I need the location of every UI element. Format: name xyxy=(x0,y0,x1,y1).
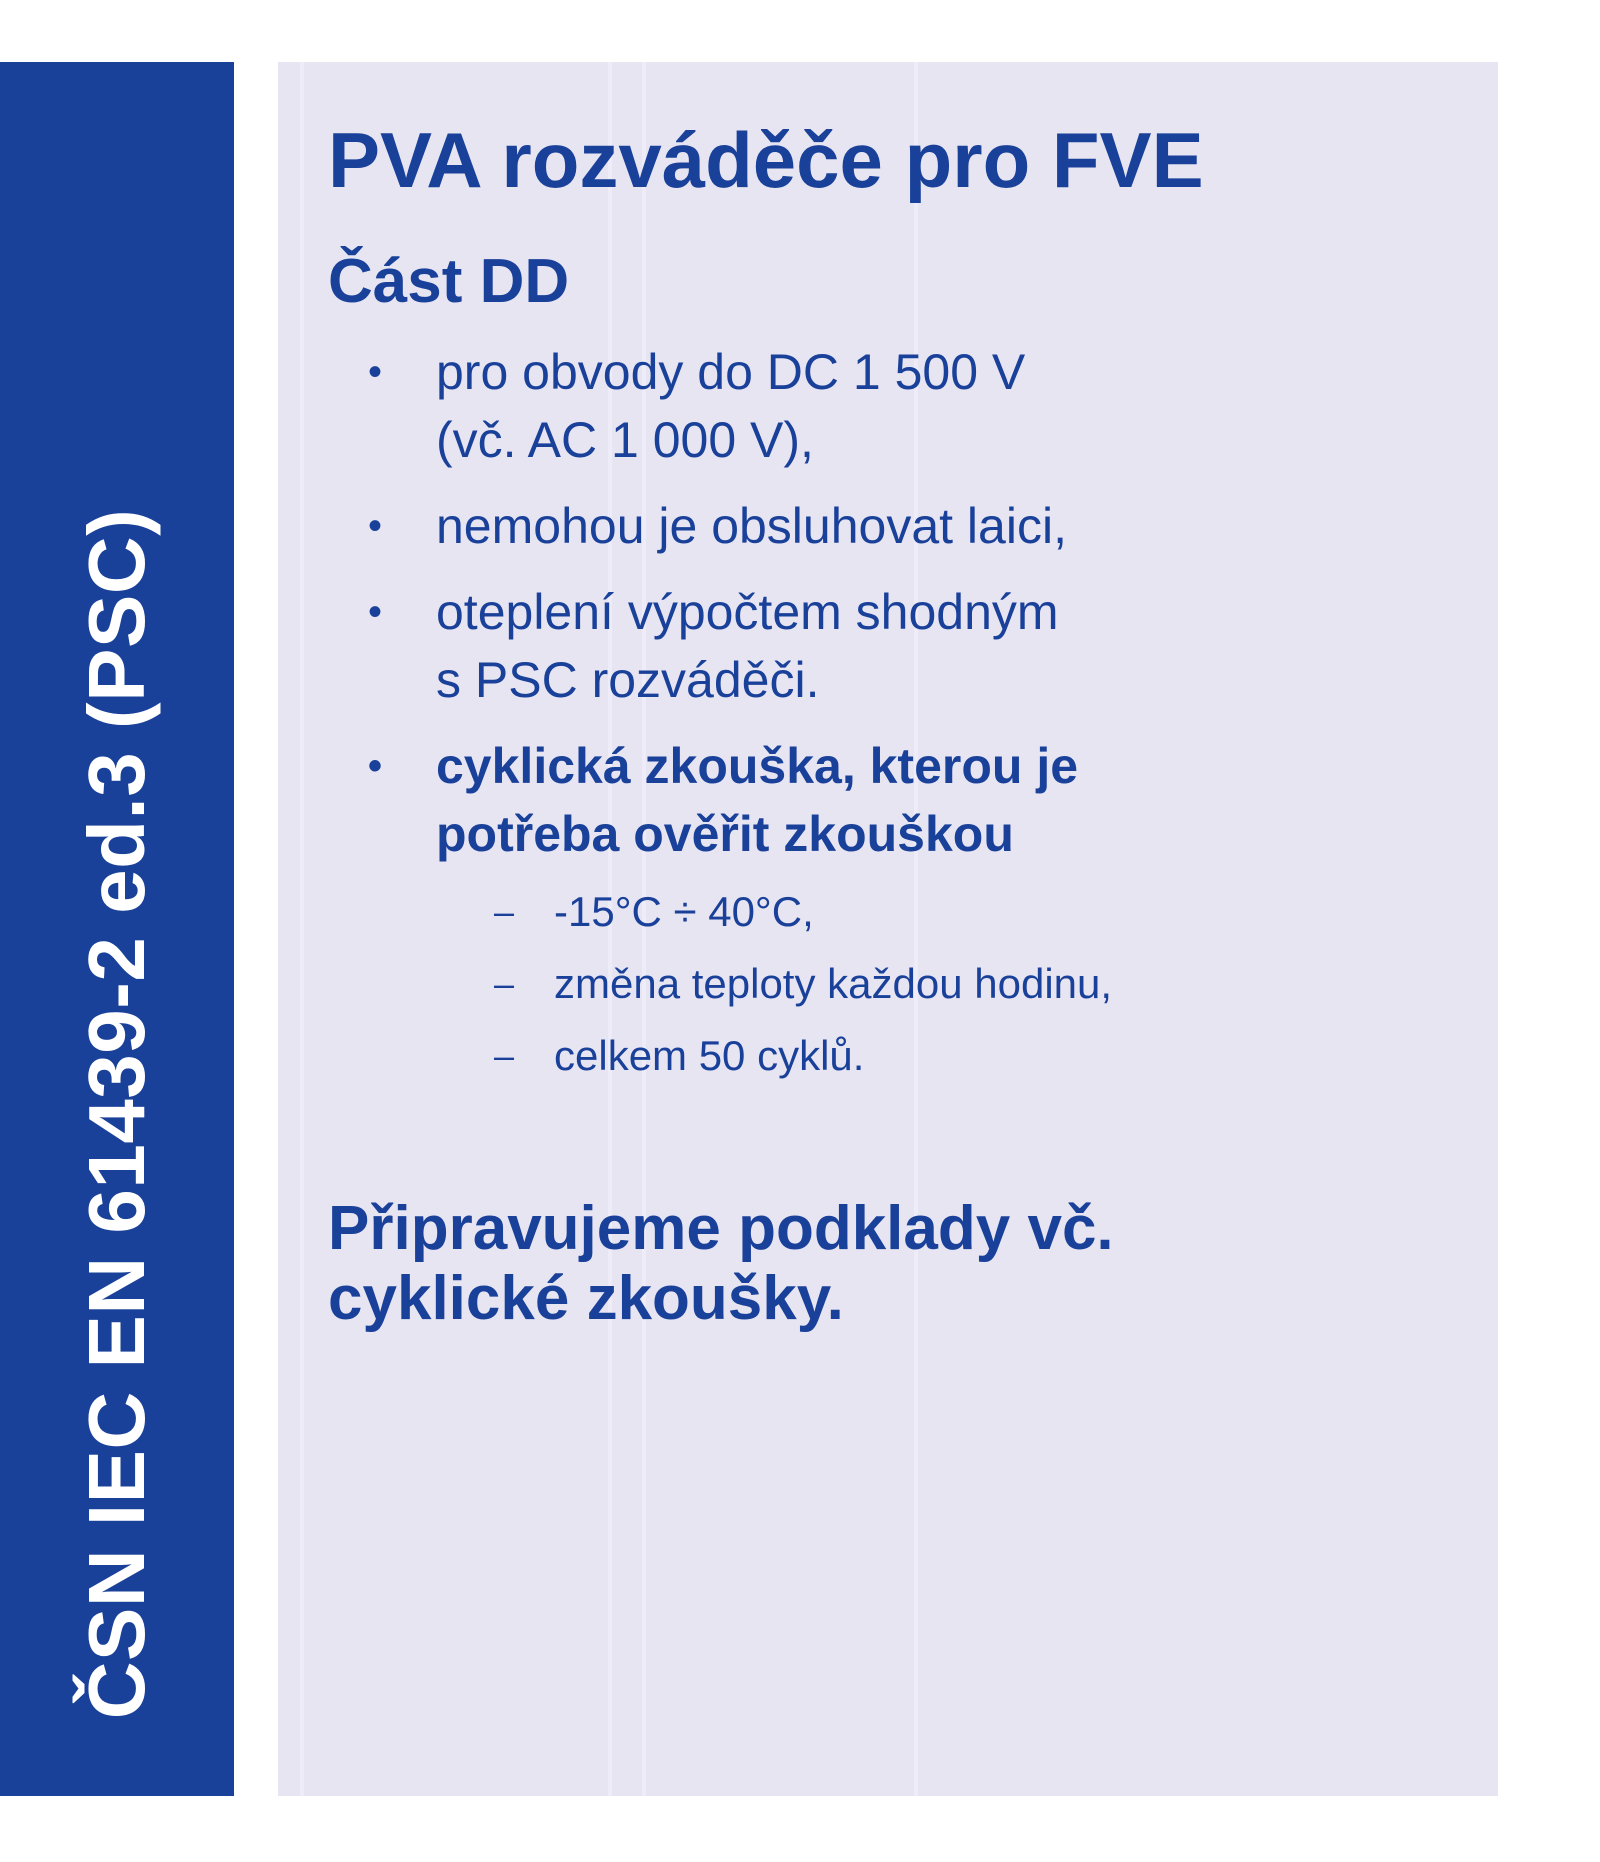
bullet-item xyxy=(328,732,1448,868)
bullet-item xyxy=(328,492,1448,560)
bullet-item xyxy=(328,338,1448,474)
panel-stripe xyxy=(300,62,304,1796)
bullet-icon: • xyxy=(368,589,383,634)
bullet-icon: • xyxy=(368,743,383,788)
bullet-line: (vč. AC 1 000 V), xyxy=(436,411,814,468)
bullet-icon: • xyxy=(368,349,383,394)
footer-note xyxy=(328,1194,1448,1334)
sub-item-text: celkem 50 cyklů. xyxy=(554,1031,865,1079)
dash-icon: – xyxy=(494,962,515,1004)
sub-list xyxy=(328,886,1448,1082)
footer-line: cyklické zkoušky. xyxy=(328,1263,844,1333)
bullet-item xyxy=(328,578,1448,714)
bullet-line: nemohou je obsluhovat laici, xyxy=(436,497,1067,554)
sub-item-text: -15°C ÷ 40°C, xyxy=(554,887,814,935)
bullet-line: cyklická zkouška, kterou je xyxy=(436,737,1079,794)
sub-item-text: změna teploty každou hodinu, xyxy=(554,959,1113,1007)
sub-item xyxy=(328,1030,1448,1082)
bullet-line: pro obvody do DC 1 500 V xyxy=(436,343,1026,400)
bullet-list xyxy=(328,338,1448,868)
dash-icon: – xyxy=(494,890,515,932)
sidebar xyxy=(0,62,234,1796)
bullet-line: oteplení výpočtem shodným xyxy=(436,583,1059,640)
bullet-line: potřeba ověřit zkouškou xyxy=(436,805,1014,862)
slide-content xyxy=(328,118,1448,1334)
sidebar-title: ČSN IEC EN 61439-2 ed.3 (PSC) xyxy=(72,508,161,1720)
bullet-line: s PSC rozváděči. xyxy=(436,651,820,708)
sub-item xyxy=(328,886,1448,938)
section-subtitle: Část DD xyxy=(328,246,570,316)
bullet-icon: • xyxy=(368,503,383,548)
dash-icon: – xyxy=(494,1034,515,1076)
sub-item xyxy=(328,958,1448,1010)
footer-line: Připravujeme podklady vč. xyxy=(328,1193,1114,1263)
slide-title: PVA rozváděče pro FVE xyxy=(328,116,1204,204)
